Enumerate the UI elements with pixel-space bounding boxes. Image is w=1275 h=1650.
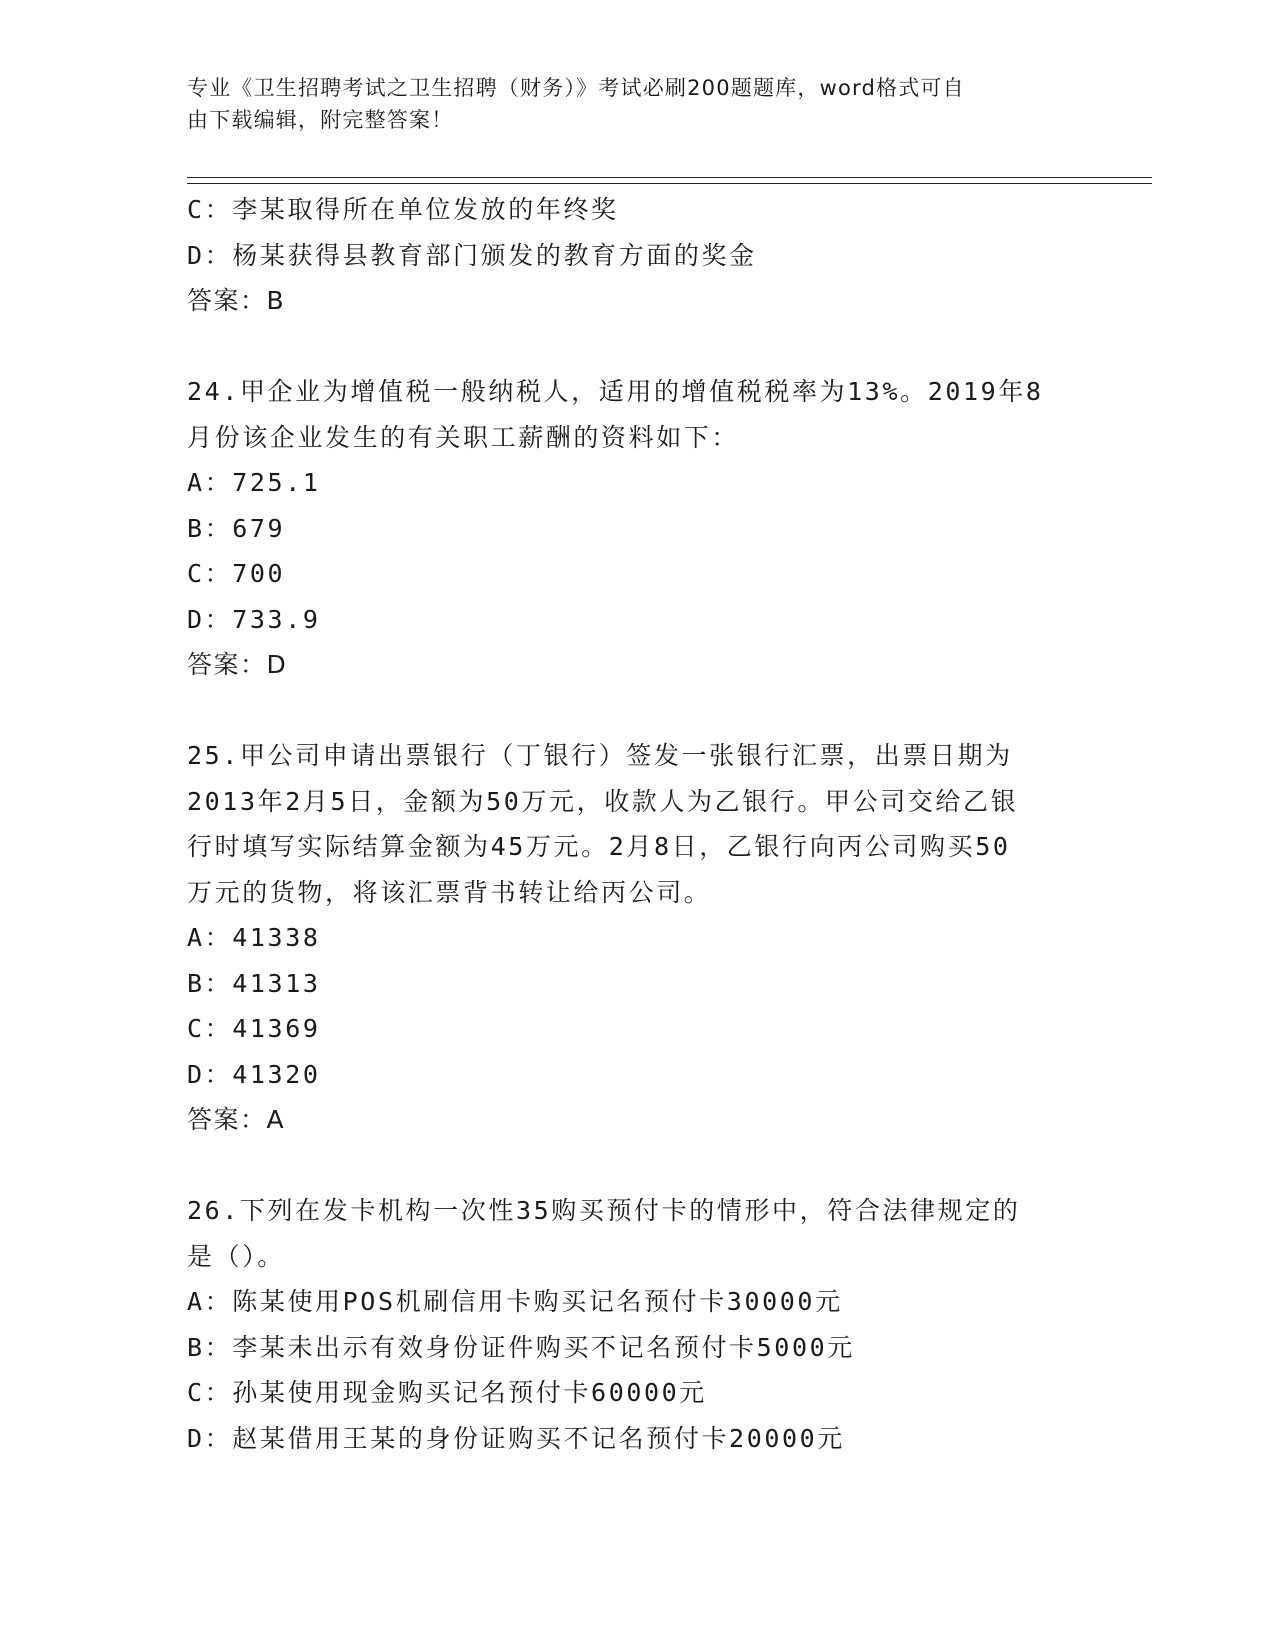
q23-option-d: D：杨某获得县教育部门颁发的教育方面的奖金 [187,240,757,270]
q25-option-a: A：41338 [187,923,321,952]
q24-stem-line-2: 月份该企业发生的有关职工薪酬的资料如下： [187,422,740,452]
q24-stem-line-1: 24.甲企业为增值税一般纳税人，适用的增值税税率为13%。2019年8 [187,377,1044,406]
question-23 [187,187,1087,324]
q24-option-b: B：679 [187,513,286,543]
q25-stem-line-2: 2013年2月5日，金额为50万元，收款人为乙银行。甲公司交给乙银 [187,786,1019,816]
q25-stem-line-1: 25.甲公司申请出票银行（丁银行）签发一张银行汇票，出票日期为 [187,741,1013,770]
header-rule-bottom [187,183,1152,184]
spacer [187,324,1087,370]
q24-option-c: C：700 [187,559,286,588]
q26-option-c: C：孙某使用现金购买记名预付卡60000元 [187,1378,707,1407]
document-body [187,187,1087,1461]
q25-option-b: B：41313 [187,968,321,998]
header-line-1: 专业《卫生招聘考试之卫生招聘（财务）》考试必刷200题题库，word格式可自 [187,76,965,100]
document-header [187,72,1067,136]
q25-option-c: C：41369 [187,1014,321,1043]
spacer [187,1143,1087,1189]
q25-answer: 答案：A [187,1105,286,1134]
q26-stem-line-2: 是（）。 [187,1241,285,1271]
q23-answer: 答案：B [187,286,286,315]
q26-option-b: B：李某未出示有效身份证件购买不记名预付卡5000元 [187,1332,855,1362]
question-25 [187,733,1087,1143]
header-line-2: 由下载编辑，附完整答案！ [187,108,454,132]
spacer [187,688,1087,734]
header-rule-top [187,177,1152,178]
q25-option-d: D：41320 [187,1059,321,1089]
q25-stem-line-4: 万元的货物，将该汇票背书转让给丙公司。 [187,877,712,907]
q24-answer: 答案：D [187,650,288,679]
q25-stem-line-3: 行时填写实际结算金额为45万元。2月8日，乙银行向丙公司购买50 [187,832,1011,861]
question-24 [187,369,1087,688]
q23-option-c: C：李某取得所在单位发放的年终奖 [187,195,619,224]
question-26 [187,1188,1087,1461]
q26-option-a: A：陈某使用POS机刷信用卡购买记名预付卡30000元 [187,1287,843,1316]
q24-option-d: D：733.9 [187,604,321,634]
q26-option-d: D：赵某借用王某的身份证购买不记名预付卡20000元 [187,1423,845,1453]
q24-option-a: A：725.1 [187,468,321,497]
q26-stem-line-1: 26.下列在发卡机构一次性35购买预付卡的情形中，符合法律规定的 [187,1196,1021,1225]
